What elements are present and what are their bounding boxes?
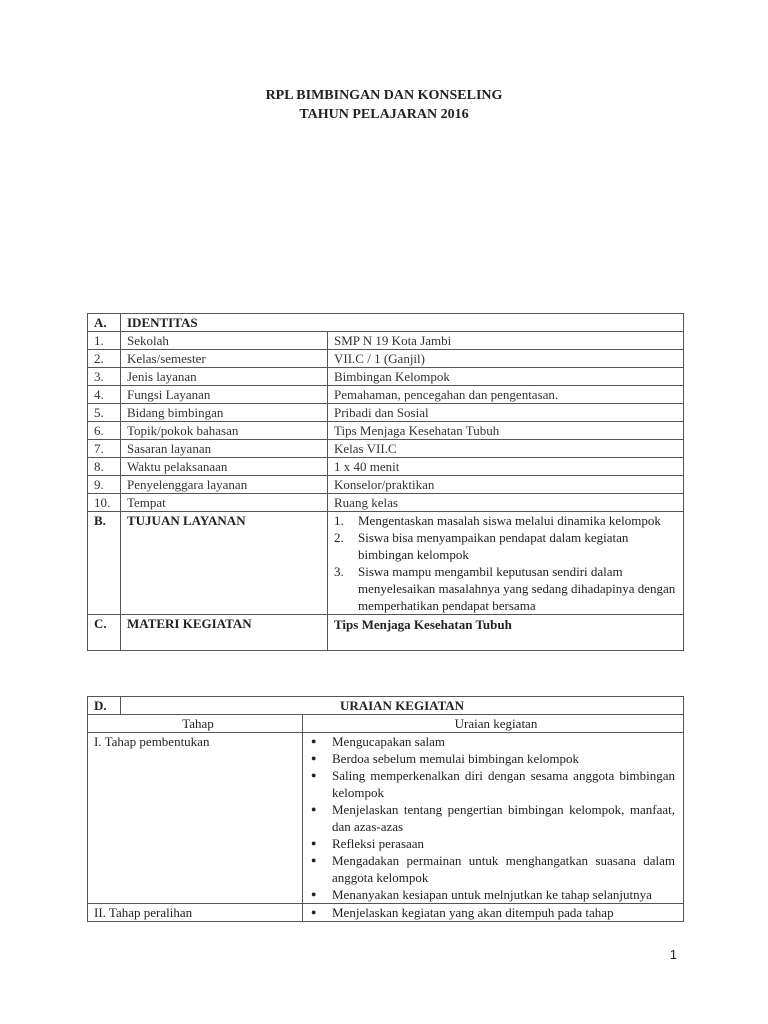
activity-text: Berdoa sebelum memulai bimbingan kelompok <box>332 751 579 766</box>
item-number: 2. <box>334 530 344 545</box>
activity-item <box>303 750 683 767</box>
identitas-table <box>87 313 684 651</box>
identitas-rows <box>88 332 684 512</box>
document-subtitle: TAHUN PELAJARAN 2016 <box>299 107 469 122</box>
row-value: 1 x 40 menit <box>328 458 684 476</box>
activity-text: Menjelaskan tentang pengertian bimbingan kelompok, manfaat, dan azas-azas <box>332 802 675 834</box>
stage-activities <box>303 733 684 904</box>
section-letter: D. <box>88 697 121 714</box>
identitas-row <box>88 458 684 476</box>
activity-text: Saling memperkenalkan diri dengan sesama anggota bimbingan kelompok <box>332 768 675 800</box>
bullet-icon: ● <box>311 804 317 814</box>
row-label: Penyelenggara layanan <box>121 476 328 494</box>
activity-list <box>303 904 683 921</box>
activity-text: Menjelaskan kegiatan yang akan ditempuh pada tahap <box>332 905 614 920</box>
row-value: Tips Menjaga Kesehatan Tubuh <box>328 422 684 440</box>
identitas-row <box>88 386 684 404</box>
stage-name: II. Tahap peralihan <box>88 904 303 922</box>
tujuan-item <box>334 512 683 529</box>
tujuan-list <box>334 512 683 614</box>
stages-body <box>88 733 684 922</box>
materi-value: Tips Menjaga Kesehatan Tubuh <box>328 615 684 651</box>
col-header-uraian: Uraian kegiatan <box>303 715 684 733</box>
identitas-row <box>88 476 684 494</box>
row-number: 10. <box>88 494 121 512</box>
tujuan-list-cell <box>328 512 684 615</box>
activity-text: Mengadakan permainan untuk menghangatkan suasana dalam anggota kelompok <box>332 853 675 885</box>
bullet-icon: ● <box>311 838 317 848</box>
section-letter: B. <box>88 512 121 615</box>
row-value: Kelas VII.C <box>328 440 684 458</box>
item-text: Mengentaskan masalah siswa melalui dinamika kelompok <box>358 513 661 528</box>
section-d-header-row <box>88 697 684 715</box>
row-value: Pemahaman, pencegahan dan pengentasan. <box>328 386 684 404</box>
row-label: Kelas/semester <box>121 350 328 368</box>
row-value: Konselor/praktikan <box>328 476 684 494</box>
row-label: Sasaran layanan <box>121 440 328 458</box>
tujuan-item <box>334 563 683 614</box>
section-letter: A. <box>88 314 121 332</box>
stage-row <box>88 733 684 904</box>
activity-text: Mengucapakan salam <box>332 734 445 749</box>
row-label: Fungsi Layanan <box>121 386 328 404</box>
row-value: Bimbingan Kelompok <box>328 368 684 386</box>
row-label: Topik/pokok bahasan <box>121 422 328 440</box>
activity-item <box>303 801 683 835</box>
identitas-row <box>88 422 684 440</box>
identitas-row <box>88 494 684 512</box>
bullet-icon: ● <box>311 889 317 899</box>
section-c-row <box>88 615 684 651</box>
section-a-header-row <box>88 314 684 332</box>
activity-item <box>303 733 683 750</box>
section-heading: MATERI KEGIATAN <box>121 615 328 651</box>
col-header-tahap: Tahap <box>88 715 303 733</box>
identitas-row <box>88 332 684 350</box>
section-letter: C. <box>88 615 121 651</box>
identitas-row <box>88 440 684 458</box>
activity-list <box>303 733 683 903</box>
document-title: RPL BIMBINGAN DAN KONSELING <box>265 88 503 103</box>
row-number: 1. <box>88 332 121 350</box>
item-text: Siswa bisa menyampaikan pendapat dalam kegiatan bimbingan kelompok <box>358 530 629 562</box>
bullet-icon: ● <box>311 770 317 780</box>
row-number: 8. <box>88 458 121 476</box>
row-value: SMP N 19 Kota Jambi <box>328 332 684 350</box>
row-number: 3. <box>88 368 121 386</box>
item-text: Siswa mampu mengambil keputusan sendiri dalam menyelesaikan masalahnya yang sedang dihadapinya dengan memperhatikan pendapat bersama <box>358 564 676 613</box>
bullet-icon: ● <box>311 736 317 746</box>
bullet-icon: ● <box>311 753 317 763</box>
activity-text: Menanyakan kesiapan untuk melnjutkan ke tahap selanjutnya <box>332 887 652 902</box>
section-b-row <box>88 512 684 615</box>
activity-item <box>303 886 683 903</box>
row-value: Pribadi dan Sosial <box>328 404 684 422</box>
activity-item <box>303 904 683 921</box>
row-number: 4. <box>88 386 121 404</box>
item-number: 1. <box>334 513 344 528</box>
row-label: Tempat <box>121 494 328 512</box>
row-number: 9. <box>88 476 121 494</box>
section-heading: TUJUAN LAYANAN <box>121 512 328 615</box>
item-number: 3. <box>334 564 344 579</box>
stage-activities <box>303 904 684 922</box>
column-header-row <box>88 715 684 733</box>
activity-item <box>303 852 683 886</box>
bullet-icon: ● <box>311 855 317 865</box>
row-label: Jenis layanan <box>121 368 328 386</box>
uraian-table <box>87 696 684 922</box>
row-label: Sekolah <box>121 332 328 350</box>
bullet-icon: ● <box>311 907 317 917</box>
section-d-header-cell <box>88 697 684 715</box>
stage-name: I. Tahap pembentukan <box>88 733 303 904</box>
activity-text: Refleksi perasaan <box>332 836 425 851</box>
page-number: 1 <box>669 947 677 962</box>
activity-item <box>303 767 683 801</box>
section-heading: URAIAN KEGIATAN <box>339 698 465 713</box>
identitas-row <box>88 350 684 368</box>
section-heading: IDENTITAS <box>121 314 684 332</box>
row-number: 2. <box>88 350 121 368</box>
row-value: Ruang kelas <box>328 494 684 512</box>
row-number: 6. <box>88 422 121 440</box>
identitas-row <box>88 404 684 422</box>
row-value: VII.C / 1 (Ganjil) <box>328 350 684 368</box>
stage-row <box>88 904 684 922</box>
tujuan-item <box>334 529 683 563</box>
row-label: Bidang bimbingan <box>121 404 328 422</box>
activity-item <box>303 835 683 852</box>
row-label: Waktu pelaksanaan <box>121 458 328 476</box>
row-number: 5. <box>88 404 121 422</box>
row-number: 7. <box>88 440 121 458</box>
identitas-row <box>88 368 684 386</box>
